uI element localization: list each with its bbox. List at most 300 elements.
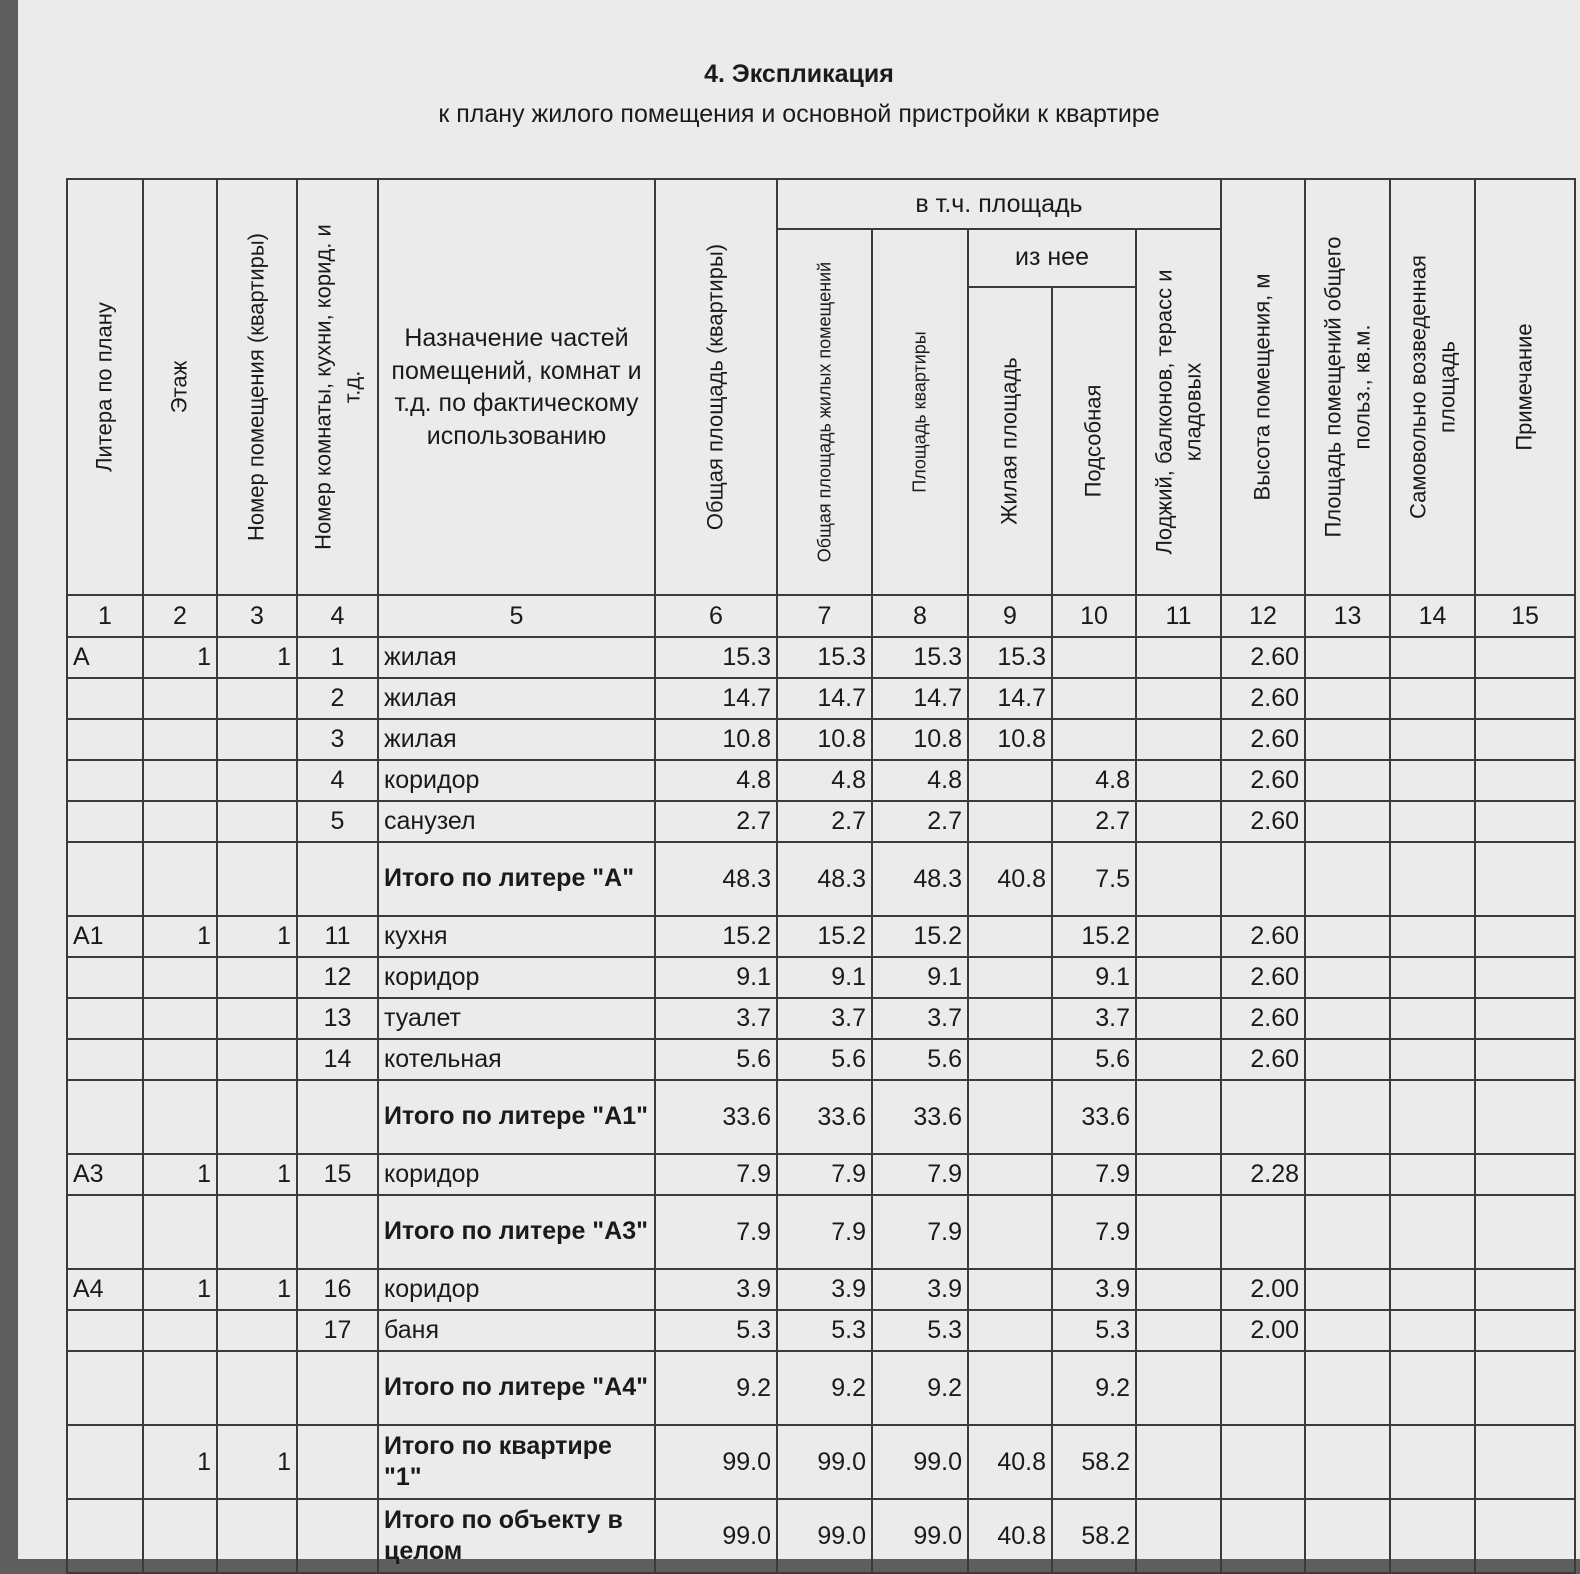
floor-cell bbox=[143, 1195, 217, 1269]
living-rooms-area-cell: 3.9 bbox=[777, 1269, 872, 1310]
column-number-cell: 8 bbox=[872, 595, 968, 637]
document-subtitle: к плану жилого помещения и основной пристройки к квартире bbox=[438, 100, 1160, 128]
apartment-area-cell: 3.7 bbox=[872, 998, 968, 1039]
living-area-cell bbox=[968, 998, 1052, 1039]
table-row bbox=[67, 760, 1575, 801]
header-room-height: Высота помещения, м bbox=[1221, 179, 1305, 595]
note-cell bbox=[1475, 1039, 1575, 1080]
litera-cell: А bbox=[67, 637, 143, 678]
loggia-area-cell bbox=[1136, 1080, 1221, 1154]
loggia-area-cell bbox=[1136, 719, 1221, 760]
total-area-cell: 3.7 bbox=[655, 998, 777, 1039]
room-number-cell: 13 bbox=[297, 998, 378, 1039]
table-row bbox=[67, 1154, 1575, 1195]
room-number-cell bbox=[297, 1195, 378, 1269]
total-row bbox=[67, 1351, 1575, 1425]
room-number-cell bbox=[297, 1351, 378, 1425]
auxiliary-area-cell: 2.7 bbox=[1052, 801, 1136, 842]
height-cell: 2.60 bbox=[1221, 801, 1305, 842]
total-area-cell: 15.2 bbox=[655, 916, 777, 957]
table-row bbox=[67, 801, 1575, 842]
common-area-cell bbox=[1305, 760, 1390, 801]
height-cell bbox=[1221, 1425, 1305, 1499]
height-cell: 2.60 bbox=[1221, 760, 1305, 801]
common-area-cell bbox=[1305, 1080, 1390, 1154]
litera-cell bbox=[67, 760, 143, 801]
room-number-cell bbox=[297, 1080, 378, 1154]
litera-cell bbox=[67, 719, 143, 760]
header-note: Примечание bbox=[1475, 179, 1575, 595]
room-number-cell: 4 bbox=[297, 760, 378, 801]
height-cell: 2.00 bbox=[1221, 1310, 1305, 1351]
living-area-cell bbox=[968, 1310, 1052, 1351]
note-cell bbox=[1475, 1310, 1575, 1351]
loggia-area-cell bbox=[1136, 1269, 1221, 1310]
apartment-area-cell: 14.7 bbox=[872, 678, 968, 719]
header-common-area: Площадь помещений общего польз., кв.м. bbox=[1305, 179, 1390, 595]
room-number-cell: 16 bbox=[297, 1269, 378, 1310]
note-cell bbox=[1475, 719, 1575, 760]
unauthorized-area-cell bbox=[1390, 916, 1475, 957]
floor-cell bbox=[143, 1351, 217, 1425]
living-area-cell bbox=[968, 1154, 1052, 1195]
common-area-cell bbox=[1305, 1425, 1390, 1499]
common-area-cell bbox=[1305, 1039, 1390, 1080]
auxiliary-area-cell: 33.6 bbox=[1052, 1080, 1136, 1154]
purpose-cell: Итого по квартире "1" bbox=[378, 1425, 655, 1499]
header-living-rooms-total: Общая площадь жилых помещений bbox=[777, 229, 872, 595]
litera-cell: А1 bbox=[67, 916, 143, 957]
total-area-cell: 99.0 bbox=[655, 1425, 777, 1499]
unauthorized-area-cell bbox=[1390, 957, 1475, 998]
auxiliary-area-cell bbox=[1052, 719, 1136, 760]
purpose-cell: Итого по объекту в целом bbox=[378, 1499, 655, 1573]
document-title: 4. Экспликация bbox=[704, 60, 894, 88]
living-rooms-area-cell: 4.8 bbox=[777, 760, 872, 801]
auxiliary-area-cell: 9.1 bbox=[1052, 957, 1136, 998]
unauthorized-area-cell bbox=[1390, 1310, 1475, 1351]
purpose-cell: баня bbox=[378, 1310, 655, 1351]
purpose-cell: жилая bbox=[378, 719, 655, 760]
apartment-area-cell: 99.0 bbox=[872, 1499, 968, 1573]
litera-cell: А4 bbox=[67, 1269, 143, 1310]
unauthorized-area-cell bbox=[1390, 1425, 1475, 1499]
living-rooms-area-cell: 33.6 bbox=[777, 1080, 872, 1154]
column-number-cell: 11 bbox=[1136, 595, 1221, 637]
auxiliary-area-cell: 7.5 bbox=[1052, 842, 1136, 916]
auxiliary-area-cell: 5.3 bbox=[1052, 1310, 1136, 1351]
column-number-cell: 10 bbox=[1052, 595, 1136, 637]
header-room-number: Номер комнаты, кухни, корид. и т.д. bbox=[297, 179, 378, 595]
total-area-cell: 99.0 bbox=[655, 1499, 777, 1573]
floor-cell bbox=[143, 719, 217, 760]
column-number-cell: 1 bbox=[67, 595, 143, 637]
total-row bbox=[67, 1080, 1575, 1154]
total-row bbox=[67, 1195, 1575, 1269]
litera-cell bbox=[67, 1080, 143, 1154]
note-cell bbox=[1475, 801, 1575, 842]
living-rooms-area-cell: 9.2 bbox=[777, 1351, 872, 1425]
total-area-cell: 5.3 bbox=[655, 1310, 777, 1351]
note-cell bbox=[1475, 1195, 1575, 1269]
note-cell bbox=[1475, 957, 1575, 998]
room-number-cell: 1 bbox=[297, 637, 378, 678]
apartment-cell bbox=[217, 1351, 297, 1425]
apartment-area-cell: 15.2 bbox=[872, 916, 968, 957]
common-area-cell bbox=[1305, 719, 1390, 760]
floor-cell: 1 bbox=[143, 1269, 217, 1310]
common-area-cell bbox=[1305, 1269, 1390, 1310]
apartment-cell bbox=[217, 719, 297, 760]
auxiliary-area-cell bbox=[1052, 678, 1136, 719]
unauthorized-area-cell bbox=[1390, 678, 1475, 719]
total-area-cell: 10.8 bbox=[655, 719, 777, 760]
table-row bbox=[67, 719, 1575, 760]
header-floor: Этаж bbox=[143, 179, 217, 595]
column-number-cell: 9 bbox=[968, 595, 1052, 637]
purpose-cell: кухня bbox=[378, 916, 655, 957]
room-number-cell: 2 bbox=[297, 678, 378, 719]
total-area-cell: 33.6 bbox=[655, 1080, 777, 1154]
auxiliary-area-cell: 3.9 bbox=[1052, 1269, 1136, 1310]
living-rooms-area-cell: 3.7 bbox=[777, 998, 872, 1039]
floor-cell: 1 bbox=[143, 1425, 217, 1499]
apartment-cell bbox=[217, 1039, 297, 1080]
table-row bbox=[67, 957, 1575, 998]
living-area-cell bbox=[968, 916, 1052, 957]
apartment-area-cell: 4.8 bbox=[872, 760, 968, 801]
note-cell bbox=[1475, 1080, 1575, 1154]
floor-cell bbox=[143, 801, 217, 842]
height-cell: 2.60 bbox=[1221, 719, 1305, 760]
apartment-area-cell: 15.3 bbox=[872, 637, 968, 678]
litera-cell bbox=[67, 957, 143, 998]
common-area-cell bbox=[1305, 957, 1390, 998]
litera-cell bbox=[67, 1425, 143, 1499]
purpose-cell: котельная bbox=[378, 1039, 655, 1080]
loggia-area-cell bbox=[1136, 1310, 1221, 1351]
purpose-cell: Итого по литере "А" bbox=[378, 842, 655, 916]
apartment-cell bbox=[217, 842, 297, 916]
purpose-cell: Итого по литере "А1" bbox=[378, 1080, 655, 1154]
note-cell bbox=[1475, 1499, 1575, 1573]
floor-cell bbox=[143, 842, 217, 916]
height-cell: 2.60 bbox=[1221, 1039, 1305, 1080]
purpose-cell: Итого по литере "А3" bbox=[378, 1195, 655, 1269]
floor-cell: 1 bbox=[143, 637, 217, 678]
auxiliary-area-cell: 7.9 bbox=[1052, 1195, 1136, 1269]
litera-cell bbox=[67, 1351, 143, 1425]
loggia-area-cell bbox=[1136, 801, 1221, 842]
note-cell bbox=[1475, 678, 1575, 719]
note-cell bbox=[1475, 1425, 1575, 1499]
common-area-cell bbox=[1305, 1499, 1390, 1573]
apartment-area-cell: 5.3 bbox=[872, 1310, 968, 1351]
litera-cell bbox=[67, 1499, 143, 1573]
floor-cell bbox=[143, 1039, 217, 1080]
unauthorized-area-cell bbox=[1390, 1499, 1475, 1573]
living-area-cell: 10.8 bbox=[968, 719, 1052, 760]
column-number-cell: 15 bbox=[1475, 595, 1575, 637]
common-area-cell bbox=[1305, 1351, 1390, 1425]
apartment-cell: 1 bbox=[217, 916, 297, 957]
purpose-cell: жилая bbox=[378, 637, 655, 678]
header-auxiliary-area: Подсобная bbox=[1052, 287, 1136, 595]
common-area-cell bbox=[1305, 1154, 1390, 1195]
total-row bbox=[67, 1499, 1575, 1573]
total-row bbox=[67, 842, 1575, 916]
living-rooms-area-cell: 9.1 bbox=[777, 957, 872, 998]
apartment-cell bbox=[217, 678, 297, 719]
purpose-cell: Итого по литере "А4" bbox=[378, 1351, 655, 1425]
room-number-cell: 14 bbox=[297, 1039, 378, 1080]
column-number-cell: 3 bbox=[217, 595, 297, 637]
header-unauthorized-area: Самовольно возведенная площадь bbox=[1390, 179, 1475, 595]
apartment-cell bbox=[217, 957, 297, 998]
loggia-area-cell bbox=[1136, 1154, 1221, 1195]
apartment-area-cell: 7.9 bbox=[872, 1195, 968, 1269]
unauthorized-area-cell bbox=[1390, 1039, 1475, 1080]
purpose-cell: коридор bbox=[378, 957, 655, 998]
living-area-cell: 40.8 bbox=[968, 1425, 1052, 1499]
note-cell bbox=[1475, 760, 1575, 801]
apartment-cell bbox=[217, 1195, 297, 1269]
unauthorized-area-cell bbox=[1390, 1080, 1475, 1154]
living-rooms-area-cell: 2.7 bbox=[777, 801, 872, 842]
living-area-cell bbox=[968, 801, 1052, 842]
litera-cell bbox=[67, 801, 143, 842]
loggia-area-cell bbox=[1136, 678, 1221, 719]
purpose-cell: жилая bbox=[378, 678, 655, 719]
living-rooms-area-cell: 7.9 bbox=[777, 1154, 872, 1195]
apartment-area-cell: 7.9 bbox=[872, 1154, 968, 1195]
total-area-cell: 4.8 bbox=[655, 760, 777, 801]
header-living-area: Жилая площадь bbox=[968, 287, 1052, 595]
living-area-cell: 14.7 bbox=[968, 678, 1052, 719]
header-apartment-area: Площадь квартиры bbox=[872, 229, 968, 595]
total-area-cell: 15.3 bbox=[655, 637, 777, 678]
apartment-area-cell: 9.2 bbox=[872, 1351, 968, 1425]
header-apartment-number: Номер помещения (квартиры) bbox=[217, 179, 297, 595]
height-cell: 2.60 bbox=[1221, 637, 1305, 678]
living-area-cell bbox=[968, 957, 1052, 998]
room-number-cell bbox=[297, 1499, 378, 1573]
room-number-cell: 5 bbox=[297, 801, 378, 842]
purpose-cell: коридор bbox=[378, 1154, 655, 1195]
living-rooms-area-cell: 48.3 bbox=[777, 842, 872, 916]
apartment-cell bbox=[217, 1080, 297, 1154]
apartment-area-cell: 99.0 bbox=[872, 1425, 968, 1499]
column-number-cell: 5 bbox=[378, 595, 655, 637]
room-number-cell: 11 bbox=[297, 916, 378, 957]
apartment-area-cell: 9.1 bbox=[872, 957, 968, 998]
note-cell bbox=[1475, 637, 1575, 678]
document-page bbox=[18, 0, 1580, 1565]
living-area-cell: 40.8 bbox=[968, 842, 1052, 916]
litera-cell bbox=[67, 998, 143, 1039]
common-area-cell bbox=[1305, 998, 1390, 1039]
floor-cell bbox=[143, 678, 217, 719]
floor-cell bbox=[143, 957, 217, 998]
table-row bbox=[67, 1269, 1575, 1310]
auxiliary-area-cell bbox=[1052, 637, 1136, 678]
table-row bbox=[67, 1039, 1575, 1080]
height-cell: 2.60 bbox=[1221, 916, 1305, 957]
room-number-cell: 15 bbox=[297, 1154, 378, 1195]
note-cell bbox=[1475, 1154, 1575, 1195]
living-area-cell bbox=[968, 1039, 1052, 1080]
height-cell: 2.60 bbox=[1221, 678, 1305, 719]
column-number-cell: 6 bbox=[655, 595, 777, 637]
auxiliary-area-cell: 58.2 bbox=[1052, 1425, 1136, 1499]
unauthorized-area-cell bbox=[1390, 998, 1475, 1039]
living-area-cell bbox=[968, 1269, 1052, 1310]
loggia-area-cell bbox=[1136, 998, 1221, 1039]
height-cell bbox=[1221, 1195, 1305, 1269]
common-area-cell bbox=[1305, 678, 1390, 719]
loggia-area-cell bbox=[1136, 1195, 1221, 1269]
unauthorized-area-cell bbox=[1390, 842, 1475, 916]
purpose-cell: туалет bbox=[378, 998, 655, 1039]
total-area-cell: 9.1 bbox=[655, 957, 777, 998]
living-rooms-area-cell: 99.0 bbox=[777, 1425, 872, 1499]
loggia-area-cell bbox=[1136, 1499, 1221, 1573]
note-cell bbox=[1475, 998, 1575, 1039]
floor-cell bbox=[143, 998, 217, 1039]
floor-cell bbox=[143, 1310, 217, 1351]
auxiliary-area-cell: 4.8 bbox=[1052, 760, 1136, 801]
total-area-cell: 9.2 bbox=[655, 1351, 777, 1425]
living-area-cell bbox=[968, 1351, 1052, 1425]
header-litera: Литера по плану bbox=[67, 179, 143, 595]
loggia-area-cell bbox=[1136, 637, 1221, 678]
loggia-area-cell bbox=[1136, 957, 1221, 998]
litera-cell: А3 bbox=[67, 1154, 143, 1195]
height-cell: 2.60 bbox=[1221, 998, 1305, 1039]
apartment-cell bbox=[217, 998, 297, 1039]
apartment-cell bbox=[217, 760, 297, 801]
unauthorized-area-cell bbox=[1390, 1195, 1475, 1269]
table-row bbox=[67, 678, 1575, 719]
total-area-cell: 7.9 bbox=[655, 1154, 777, 1195]
total-area-cell: 2.7 bbox=[655, 801, 777, 842]
total-area-cell: 14.7 bbox=[655, 678, 777, 719]
living-rooms-area-cell: 14.7 bbox=[777, 678, 872, 719]
apartment-cell: 1 bbox=[217, 637, 297, 678]
total-area-cell: 7.9 bbox=[655, 1195, 777, 1269]
floor-cell bbox=[143, 1499, 217, 1573]
loggia-area-cell bbox=[1136, 1351, 1221, 1425]
height-cell: 2.60 bbox=[1221, 957, 1305, 998]
living-area-cell: 15.3 bbox=[968, 637, 1052, 678]
room-number-cell: 17 bbox=[297, 1310, 378, 1351]
living-rooms-area-cell: 7.9 bbox=[777, 1195, 872, 1269]
auxiliary-area-cell: 3.7 bbox=[1052, 998, 1136, 1039]
room-number-cell bbox=[297, 842, 378, 916]
loggia-area-cell bbox=[1136, 842, 1221, 916]
auxiliary-area-cell: 15.2 bbox=[1052, 916, 1136, 957]
apartment-cell: 1 bbox=[217, 1425, 297, 1499]
litera-cell bbox=[67, 678, 143, 719]
living-rooms-area-cell: 5.3 bbox=[777, 1310, 872, 1351]
floor-cell: 1 bbox=[143, 1154, 217, 1195]
column-number-cell: 13 bbox=[1305, 595, 1390, 637]
living-rooms-area-cell: 5.6 bbox=[777, 1039, 872, 1080]
living-area-cell: 40.8 bbox=[968, 1499, 1052, 1573]
litera-cell bbox=[67, 1310, 143, 1351]
living-rooms-area-cell: 99.0 bbox=[777, 1499, 872, 1573]
room-number-cell bbox=[297, 1425, 378, 1499]
purpose-cell: коридор bbox=[378, 760, 655, 801]
total-area-cell: 3.9 bbox=[655, 1269, 777, 1310]
header-loggias: Лоджий, балконов, терасс и кладовых bbox=[1136, 229, 1221, 595]
living-area-cell bbox=[968, 1195, 1052, 1269]
height-cell: 2.28 bbox=[1221, 1154, 1305, 1195]
header-purpose: Назначение частей помещений, комнат и т.д. по фактическому использованию bbox=[378, 179, 655, 595]
column-number-cell: 7 bbox=[777, 595, 872, 637]
column-number-cell: 2 bbox=[143, 595, 217, 637]
table-row bbox=[67, 1310, 1575, 1351]
unauthorized-area-cell bbox=[1390, 801, 1475, 842]
height-cell bbox=[1221, 1080, 1305, 1154]
living-rooms-area-cell: 15.2 bbox=[777, 916, 872, 957]
living-rooms-area-cell: 10.8 bbox=[777, 719, 872, 760]
table-row bbox=[67, 916, 1575, 957]
auxiliary-area-cell: 7.9 bbox=[1052, 1154, 1136, 1195]
total-area-cell: 48.3 bbox=[655, 842, 777, 916]
apartment-cell bbox=[217, 1310, 297, 1351]
note-cell bbox=[1475, 1351, 1575, 1425]
loggia-area-cell bbox=[1136, 1039, 1221, 1080]
apartment-cell: 1 bbox=[217, 1154, 297, 1195]
common-area-cell bbox=[1305, 801, 1390, 842]
header-subgroup-of-which: из нее bbox=[968, 229, 1136, 287]
loggia-area-cell bbox=[1136, 1425, 1221, 1499]
column-number-row bbox=[67, 595, 1575, 637]
table-row bbox=[67, 637, 1575, 678]
column-number-cell: 12 bbox=[1221, 595, 1305, 637]
note-cell bbox=[1475, 1269, 1575, 1310]
apartment-cell bbox=[217, 801, 297, 842]
auxiliary-area-cell: 5.6 bbox=[1052, 1039, 1136, 1080]
litera-cell bbox=[67, 1195, 143, 1269]
floor-cell: 1 bbox=[143, 916, 217, 957]
room-number-cell: 12 bbox=[297, 957, 378, 998]
apartment-area-cell: 2.7 bbox=[872, 801, 968, 842]
column-number-cell: 4 bbox=[297, 595, 378, 637]
auxiliary-area-cell: 58.2 bbox=[1052, 1499, 1136, 1573]
height-cell bbox=[1221, 1351, 1305, 1425]
living-area-cell bbox=[968, 760, 1052, 801]
table-body bbox=[67, 637, 1575, 1573]
floor-cell bbox=[143, 760, 217, 801]
explication-table bbox=[66, 178, 1576, 1574]
header-group-including-area: в т.ч. площадь bbox=[777, 179, 1221, 229]
litera-cell bbox=[67, 1039, 143, 1080]
apartment-cell bbox=[217, 1499, 297, 1573]
apartment-area-cell: 5.6 bbox=[872, 1039, 968, 1080]
note-cell bbox=[1475, 916, 1575, 957]
unauthorized-area-cell bbox=[1390, 1154, 1475, 1195]
unauthorized-area-cell bbox=[1390, 719, 1475, 760]
loggia-area-cell bbox=[1136, 760, 1221, 801]
apartment-area-cell: 48.3 bbox=[872, 842, 968, 916]
total-area-cell: 5.6 bbox=[655, 1039, 777, 1080]
unauthorized-area-cell bbox=[1390, 760, 1475, 801]
height-cell bbox=[1221, 842, 1305, 916]
loggia-area-cell bbox=[1136, 916, 1221, 957]
apartment-area-cell: 33.6 bbox=[872, 1080, 968, 1154]
